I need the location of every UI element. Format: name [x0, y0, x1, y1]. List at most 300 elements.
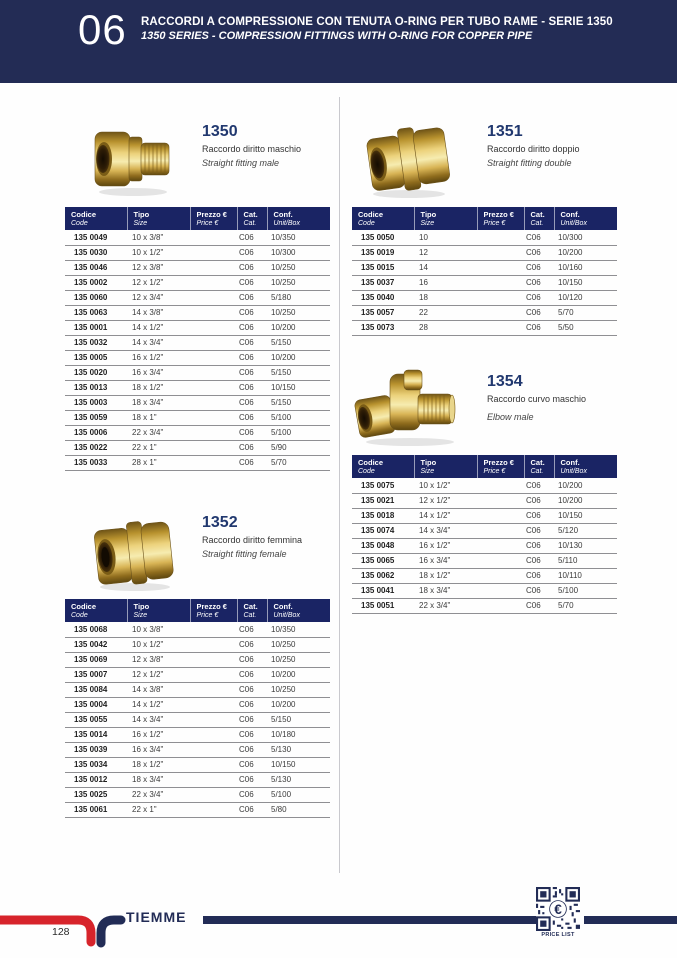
cell-price [190, 290, 237, 305]
table-row [352, 538, 617, 553]
cell-price [477, 245, 524, 260]
cell-price [190, 245, 237, 260]
cell-code: 135 0060 [65, 290, 127, 305]
table-row [65, 682, 330, 697]
table-row [352, 568, 617, 583]
table-row [65, 652, 330, 667]
cell-code: 135 0014 [65, 727, 127, 742]
cell-price [190, 395, 237, 410]
cell-code: 135 0073 [352, 320, 414, 335]
table-row [65, 350, 330, 365]
col-pack: Conf. Unit/Box [554, 455, 617, 478]
cell-price [477, 523, 524, 538]
cell-size: 14 x 3/4" [127, 712, 190, 727]
col-cat: Cat. Cat. [524, 455, 554, 478]
col-size: Tipo Size [414, 207, 477, 230]
cell-code: 135 0048 [352, 538, 414, 553]
cell-size: 18 [414, 290, 477, 305]
col-price: Prezzo € Price € [190, 599, 237, 622]
qr-code-icon [536, 887, 580, 931]
cell-price [190, 637, 237, 652]
cell-size: 16 [414, 275, 477, 290]
cell-code: 135 0002 [65, 275, 127, 290]
cell-cat: C06 [524, 508, 554, 523]
cell-cat: C06 [237, 697, 267, 712]
page-number: 128 [52, 926, 70, 938]
cell-pack: 10/200 [554, 245, 617, 260]
cell-code: 135 0055 [65, 712, 127, 727]
product-id: 1354 [487, 373, 523, 390]
cell-code: 135 0015 [352, 260, 414, 275]
cell-price [190, 455, 237, 470]
cell-cat: C06 [237, 365, 267, 380]
cell-price [190, 802, 237, 817]
cell-cat: C06 [524, 260, 554, 275]
cell-size: 22 x 3/4" [414, 598, 477, 613]
table-row [352, 598, 617, 613]
price-list-label: PRICE LIST [541, 932, 575, 938]
cell-pack: 10/200 [267, 350, 330, 365]
cell-cat: C06 [237, 455, 267, 470]
cell-code: 135 0062 [352, 568, 414, 583]
cell-code: 135 0007 [65, 667, 127, 682]
page-title-english: 1350 SERIES - COMPRESSION FITTINGS WITH O-RING FOR COPPER PIPE [141, 30, 533, 42]
cell-pack: 10/150 [554, 508, 617, 523]
table-row [65, 410, 330, 425]
cell-price [477, 260, 524, 275]
table-row [65, 335, 330, 350]
cell-pack: 5/130 [267, 772, 330, 787]
cell-code: 135 0001 [65, 320, 127, 335]
spec-table-1354 [352, 455, 617, 614]
col-pack: Conf. Unit/Box [554, 207, 617, 230]
cell-code: 135 0006 [65, 425, 127, 440]
cell-price [190, 652, 237, 667]
cell-cat: C06 [524, 598, 554, 613]
cell-cat: C06 [524, 553, 554, 568]
cell-cat: C06 [237, 440, 267, 455]
spec-table-1351 [352, 207, 617, 336]
cell-cat: C06 [524, 523, 554, 538]
cell-size: 16 x 1/2" [414, 538, 477, 553]
cell-cat: C06 [237, 712, 267, 727]
table-body [352, 478, 617, 613]
product-info-1354 [487, 373, 617, 422]
cell-pack: 5/80 [267, 802, 330, 817]
table-row [352, 275, 617, 290]
table-row [352, 305, 617, 320]
table-row [65, 320, 330, 335]
cell-size: 14 x 3/8" [127, 305, 190, 320]
cell-pack: 5/180 [267, 290, 330, 305]
cell-pack: 5/100 [267, 787, 330, 802]
cell-size: 12 x 1/2" [414, 493, 477, 508]
table-row [65, 380, 330, 395]
col-size: Tipo Size [414, 455, 477, 478]
cell-code: 135 0057 [352, 305, 414, 320]
cell-cat: C06 [237, 395, 267, 410]
table-row [65, 697, 330, 712]
cell-cat: C06 [237, 757, 267, 772]
price-list-qr [533, 887, 583, 938]
cell-size: 12 x 3/8" [127, 652, 190, 667]
cell-pack: 5/110 [554, 553, 617, 568]
cell-price [190, 380, 237, 395]
cell-price [190, 350, 237, 365]
col-price: Prezzo € Price € [477, 207, 524, 230]
cell-price [477, 290, 524, 305]
cell-size: 18 x 1/2" [127, 380, 190, 395]
cell-code: 135 0003 [65, 395, 127, 410]
cell-cat: C06 [237, 637, 267, 652]
table-row [352, 523, 617, 538]
column-divider [339, 97, 340, 873]
cell-code: 135 0042 [65, 637, 127, 652]
cell-pack: 10/120 [554, 290, 617, 305]
cell-price [477, 583, 524, 598]
cell-cat: C06 [524, 320, 554, 335]
table-row [65, 260, 330, 275]
product-image-1351 [365, 114, 453, 207]
table-row [65, 622, 330, 637]
cell-size: 22 x 3/4" [127, 787, 190, 802]
cell-cat: C06 [237, 410, 267, 425]
cell-code: 135 0013 [65, 380, 127, 395]
product-id: 1350 [202, 123, 238, 140]
table-row [352, 493, 617, 508]
cell-size: 14 [414, 260, 477, 275]
table-header [352, 455, 617, 478]
table-row [65, 230, 330, 245]
cell-price [477, 568, 524, 583]
cell-code: 135 0061 [65, 802, 127, 817]
table-row [65, 667, 330, 682]
cell-code: 135 0050 [352, 230, 414, 245]
cell-cat: C06 [524, 275, 554, 290]
cell-cat: C06 [237, 290, 267, 305]
product-image-1352 [93, 509, 177, 598]
cell-size: 22 x 1" [127, 802, 190, 817]
cell-code: 135 0034 [65, 757, 127, 772]
cell-pack: 5/50 [554, 320, 617, 335]
col-price: Prezzo € Price € [190, 207, 237, 230]
cell-code: 135 0030 [65, 245, 127, 260]
cell-cat: C06 [237, 682, 267, 697]
cell-pack: 5/100 [267, 425, 330, 440]
col-pack: Conf. Unit/Box [267, 599, 330, 622]
col-price: Prezzo € Price € [477, 455, 524, 478]
cell-price [477, 320, 524, 335]
cell-size: 10 x 3/8" [127, 622, 190, 637]
cell-pack: 10/300 [267, 245, 330, 260]
cell-size: 12 x 3/4" [127, 290, 190, 305]
cell-code: 135 0039 [65, 742, 127, 757]
cell-size: 28 x 1" [127, 455, 190, 470]
cell-price [477, 598, 524, 613]
cell-cat: C06 [237, 320, 267, 335]
col-cat: Cat. Cat. [237, 599, 267, 622]
cell-pack: 10/200 [554, 493, 617, 508]
table-body [352, 230, 617, 335]
product-image-1350 [93, 120, 175, 203]
table-row [352, 320, 617, 335]
cell-pack: 10/110 [554, 568, 617, 583]
cell-cat: C06 [524, 568, 554, 583]
cell-size: 18 x 1/2" [414, 568, 477, 583]
cell-size: 12 [414, 245, 477, 260]
cell-cat: C06 [237, 802, 267, 817]
cell-cat: C06 [524, 230, 554, 245]
cell-size: 14 x 1/2" [127, 697, 190, 712]
col-code: Codice Code [65, 207, 127, 230]
cell-size: 22 [414, 305, 477, 320]
table-row [65, 757, 330, 772]
cell-size: 12 x 1/2" [127, 275, 190, 290]
cell-cat: C06 [237, 245, 267, 260]
cell-size: 12 x 1/2" [127, 667, 190, 682]
cell-pack: 5/150 [267, 335, 330, 350]
cell-code: 135 0005 [65, 350, 127, 365]
cell-pack: 10/160 [554, 260, 617, 275]
table-header [65, 207, 330, 230]
product-name-english: Elbow male [487, 412, 534, 422]
cell-code: 135 0025 [65, 787, 127, 802]
table-row [352, 245, 617, 260]
col-cat: Cat. Cat. [524, 207, 554, 230]
cell-price [190, 410, 237, 425]
table-row [65, 712, 330, 727]
product-name-english: Straight fitting female [202, 549, 287, 559]
table-body [65, 230, 330, 470]
cell-price [190, 742, 237, 757]
cell-code: 135 0022 [65, 440, 127, 455]
cell-cat: C06 [237, 350, 267, 365]
cell-pack: 5/90 [267, 440, 330, 455]
cell-size: 16 x 1/2" [127, 350, 190, 365]
cell-cat: C06 [524, 305, 554, 320]
euro-icon: € [554, 901, 562, 917]
chapter-number: 06 [78, 6, 127, 53]
cell-cat: C06 [237, 787, 267, 802]
cell-size: 18 x 3/4" [127, 772, 190, 787]
cell-size: 10 x 1/2" [127, 245, 190, 260]
cell-code: 135 0041 [352, 583, 414, 598]
cell-price [190, 697, 237, 712]
cell-size: 18 x 1/2" [127, 757, 190, 772]
table-row [65, 802, 330, 817]
cell-size: 18 x 1" [127, 410, 190, 425]
cell-cat: C06 [237, 667, 267, 682]
table-body [65, 622, 330, 817]
cell-cat: C06 [237, 727, 267, 742]
cell-price [190, 667, 237, 682]
table-row [352, 583, 617, 598]
cell-pack: 10/350 [267, 622, 330, 637]
table-header [65, 599, 330, 622]
cell-cat: C06 [237, 425, 267, 440]
cell-size: 10 [414, 230, 477, 245]
cell-size: 14 x 1/2" [414, 508, 477, 523]
cell-code: 135 0040 [352, 290, 414, 305]
cell-code: 135 0046 [65, 260, 127, 275]
footer-bar-left [203, 916, 537, 924]
col-code: Codice Code [352, 455, 414, 478]
table-header [352, 207, 617, 230]
cell-price [190, 230, 237, 245]
cell-cat: C06 [237, 260, 267, 275]
cell-cat: C06 [237, 275, 267, 290]
footer-bar-right [584, 916, 677, 924]
product-image-1354 [354, 364, 466, 453]
table-row [352, 230, 617, 245]
cell-price [477, 553, 524, 568]
cell-cat: C06 [524, 245, 554, 260]
cell-cat: C06 [237, 742, 267, 757]
cell-price [477, 305, 524, 320]
cell-size: 16 x 3/4" [127, 365, 190, 380]
table-row [65, 365, 330, 380]
cell-size: 10 x 1/2" [127, 637, 190, 652]
cell-price [190, 772, 237, 787]
cell-code: 135 0051 [352, 598, 414, 613]
cell-price [477, 275, 524, 290]
cell-code: 135 0069 [65, 652, 127, 667]
cell-cat: C06 [524, 478, 554, 493]
cell-pack: 5/150 [267, 365, 330, 380]
cell-code: 135 0033 [65, 455, 127, 470]
cell-pack: 5/100 [267, 410, 330, 425]
cell-price [190, 727, 237, 742]
cell-cat: C06 [237, 380, 267, 395]
cell-pack: 10/250 [267, 682, 330, 697]
cell-pack: 10/250 [267, 652, 330, 667]
cell-size: 14 x 3/4" [127, 335, 190, 350]
cell-price [190, 425, 237, 440]
cell-size: 22 x 3/4" [127, 425, 190, 440]
col-code: Codice Code [65, 599, 127, 622]
cell-code: 135 0020 [65, 365, 127, 380]
cell-price [477, 478, 524, 493]
cell-price [190, 787, 237, 802]
table-row [352, 260, 617, 275]
table-row [352, 478, 617, 493]
cell-cat: C06 [237, 652, 267, 667]
cell-code: 135 0065 [352, 553, 414, 568]
cell-size: 16 x 3/4" [127, 742, 190, 757]
cell-cat: C06 [237, 230, 267, 245]
cell-code: 135 0074 [352, 523, 414, 538]
cell-price [190, 275, 237, 290]
cell-size: 28 [414, 320, 477, 335]
cell-pack: 5/70 [267, 455, 330, 470]
cell-code: 135 0019 [352, 245, 414, 260]
spec-table-1350 [65, 207, 330, 471]
cell-size: 10 x 3/8" [127, 230, 190, 245]
cell-pack: 10/300 [554, 230, 617, 245]
cell-pack: 5/70 [554, 598, 617, 613]
product-name-english: Straight fitting male [202, 158, 280, 168]
cell-price [190, 335, 237, 350]
table-row [352, 508, 617, 523]
cell-cat: C06 [524, 290, 554, 305]
cell-size: 18 x 3/4" [414, 583, 477, 598]
table-row [65, 395, 330, 410]
cell-size: 14 x 3/8" [127, 682, 190, 697]
cell-code: 135 0018 [352, 508, 414, 523]
cell-code: 135 0004 [65, 697, 127, 712]
cell-code: 135 0084 [65, 682, 127, 697]
cell-pack: 10/250 [267, 260, 330, 275]
cell-code: 135 0037 [352, 275, 414, 290]
table-row [65, 787, 330, 802]
cell-pack: 5/70 [554, 305, 617, 320]
cell-price [190, 712, 237, 727]
col-pack: Conf. Unit/Box [267, 207, 330, 230]
cell-cat: C06 [524, 493, 554, 508]
product-id: 1351 [487, 123, 523, 140]
cell-size: 12 x 3/8" [127, 260, 190, 275]
product-id: 1352 [202, 514, 238, 531]
product-info-1351 [487, 123, 617, 168]
table-row [65, 772, 330, 787]
cell-pack: 10/250 [267, 305, 330, 320]
cell-pack: 10/150 [554, 275, 617, 290]
page-title [141, 16, 613, 42]
cell-price [190, 682, 237, 697]
cell-code: 135 0012 [65, 772, 127, 787]
cell-price [190, 260, 237, 275]
cell-pack: 10/350 [267, 230, 330, 245]
cell-price [190, 305, 237, 320]
page-header [0, 0, 677, 83]
table-row [65, 305, 330, 320]
product-name-italian: Raccordo diritto maschio [202, 144, 302, 154]
cell-pack: 5/120 [554, 523, 617, 538]
cell-price [190, 365, 237, 380]
cell-pack: 5/130 [267, 742, 330, 757]
cell-size: 14 x 3/4" [414, 523, 477, 538]
cell-cat: C06 [524, 583, 554, 598]
col-code: Codice Code [352, 207, 414, 230]
cell-pack: 5/150 [267, 395, 330, 410]
cell-pack: 5/150 [267, 712, 330, 727]
cell-size: 18 x 3/4" [127, 395, 190, 410]
table-row [65, 440, 330, 455]
spec-table-1352 [65, 599, 330, 818]
table-row [65, 637, 330, 652]
cell-code: 135 0049 [65, 230, 127, 245]
cell-pack: 10/250 [267, 275, 330, 290]
cell-size: 14 x 1/2" [127, 320, 190, 335]
table-row [65, 245, 330, 260]
cell-cat: C06 [237, 772, 267, 787]
cell-price [190, 622, 237, 637]
cell-pack: 10/200 [554, 478, 617, 493]
cell-pack: 10/150 [267, 380, 330, 395]
product-name-english: Straight fitting double [487, 158, 572, 168]
cell-code: 135 0063 [65, 305, 127, 320]
table-row [352, 290, 617, 305]
cell-code: 135 0021 [352, 493, 414, 508]
table-row [65, 727, 330, 742]
cell-size: 22 x 1" [127, 440, 190, 455]
cell-price [190, 440, 237, 455]
table-row [65, 275, 330, 290]
cell-pack: 10/200 [267, 667, 330, 682]
product-info-1350 [202, 123, 332, 168]
cell-price [477, 493, 524, 508]
cell-cat: C06 [237, 335, 267, 350]
